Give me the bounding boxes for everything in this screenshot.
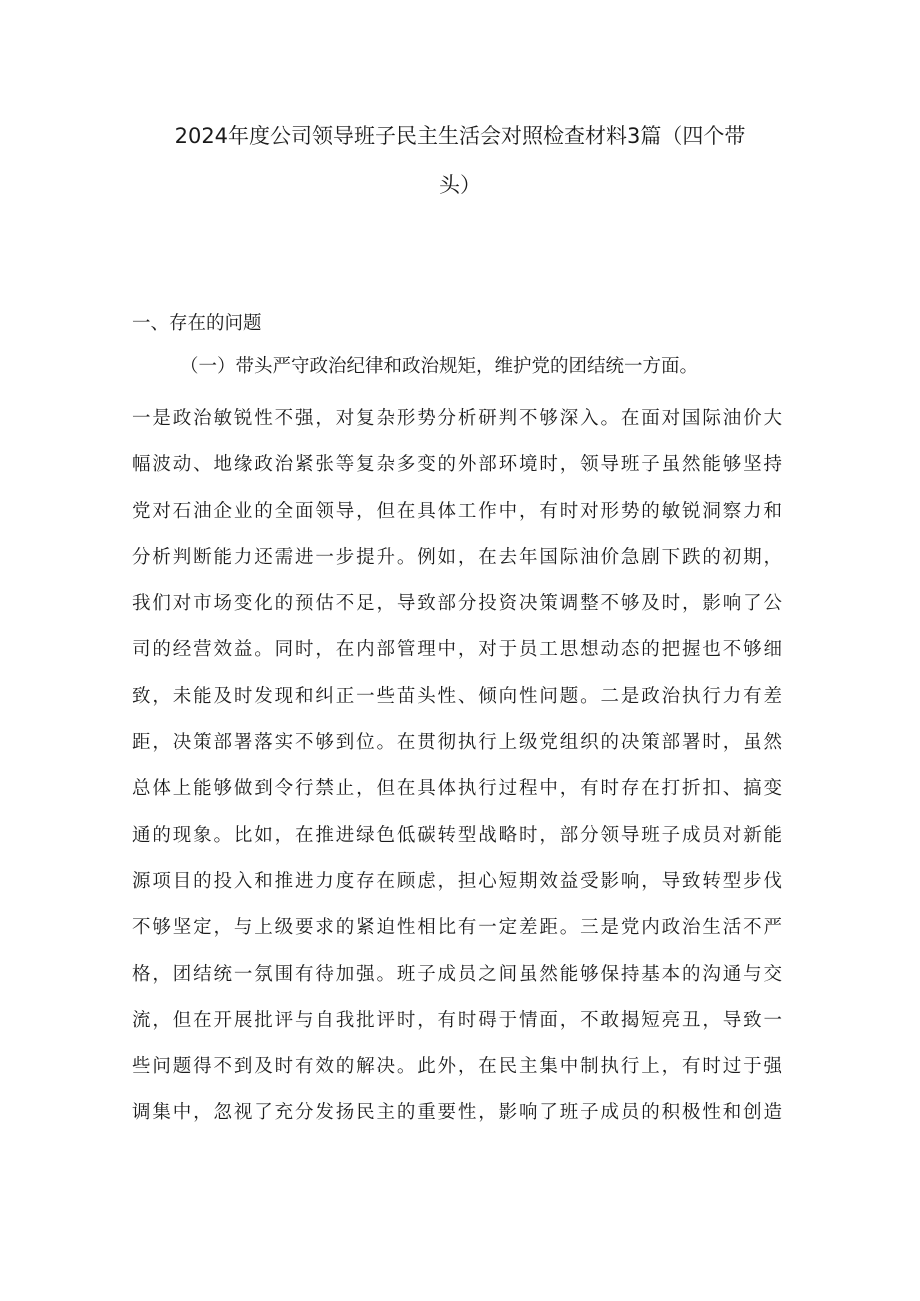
body-line: 分析判断能力还需进一步提升。例如，在去年国际油价急剧下跌的初期， (132, 546, 782, 568)
section-heading: 一、存在的问题 (132, 313, 262, 334)
document-title-line-1: 2024年度公司领导班子民主生活会对照检查材料3篇（四个带 (174, 124, 746, 148)
body-line: 幅波动、地缘政治紧张等复杂多变的外部环境时，领导班子虽然能够坚持 (132, 454, 782, 476)
body-line: 司的经营效益。同时，在内部管理中，对于员工思想动态的把握也不够细 (132, 639, 782, 661)
document-title-line-2: 头） (439, 173, 481, 197)
body-line: 我们对市场变化的预估不足，导致部分投资决策调整不够及时，影响了公 (132, 593, 782, 615)
body-line: 通的现象。比如，在推进绿色低碳转型战略时，部分领导班子成员对新能 (132, 824, 782, 846)
body-line: 致，未能及时发现和纠正一些苗头性、倾向性问题。二是政治执行力有差 (132, 685, 782, 707)
body-line: 源项目的投入和推进力度存在顾虑，担心短期效益受影响，导致转型步伐 (132, 870, 782, 892)
body-line: 流，但在开展批评与自我批评时，有时碍于情面，不敢揭短亮丑，导致一 (132, 1009, 782, 1031)
body-line: 调集中，忽视了充分发扬民主的重要性，影响了班子成员的积极性和创造 (132, 1102, 782, 1124)
body-line: 不够坚定，与上级要求的紧迫性相比有一定差距。三是党内政治生活不严 (132, 917, 782, 939)
body-line: 距，决策部署落实不够到位。在贯彻执行上级党组织的决策部署时，虽然 (132, 732, 782, 754)
body-line: 总体上能够做到令行禁止，但在具体执行过程中，有时存在打折扣、搞变 (132, 778, 782, 800)
body-line: 党对石油企业的全面领导，但在具体工作中，有时对形势的敏锐洞察力和 (132, 500, 782, 522)
body-text (132, 396, 782, 1137)
subsection-heading: （一）带头严守政治纪律和政治规矩，维护党的团结统一方面。 (180, 356, 699, 377)
body-line: 一是政治敏锐性不强，对复杂形势分析研判不够深入。在面对国际油价大 (132, 408, 782, 429)
body-line: 些问题得不到及时有效的解决。此外，在民主集中制执行上，有时过于强 (132, 1056, 782, 1078)
body-line: 格，团结统一氛围有待加强。班子成员之间虽然能够保持基本的沟通与交 (132, 963, 782, 985)
